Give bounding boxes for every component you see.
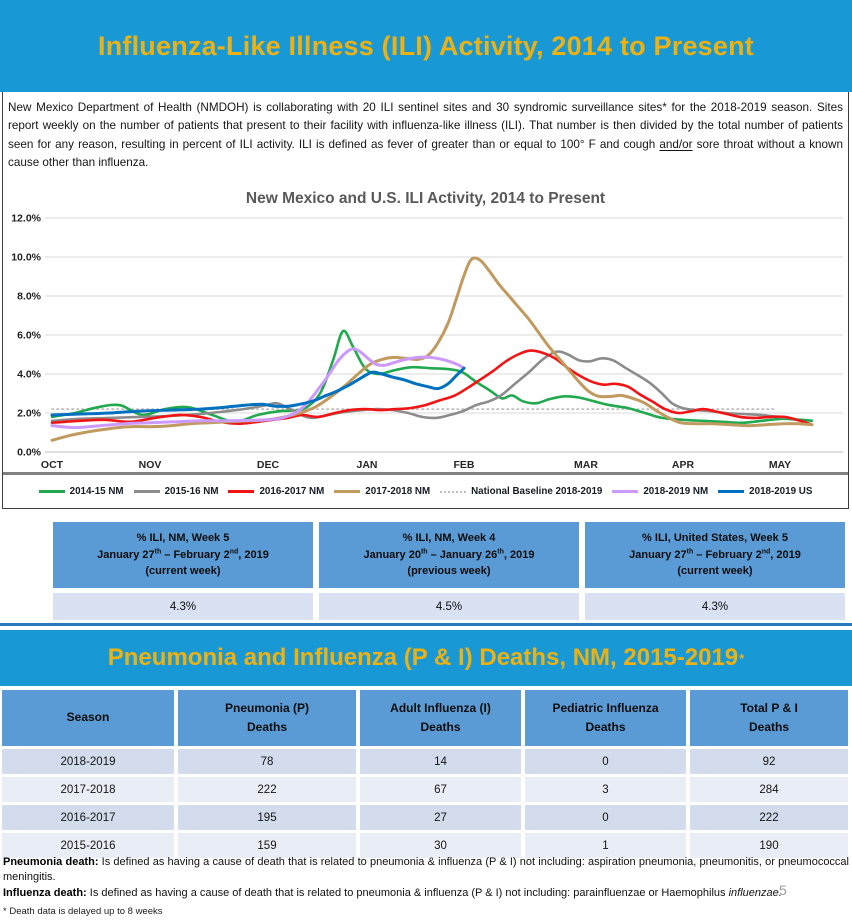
- y-tick-label: 6.0%: [17, 329, 41, 342]
- legend-label: 2014-15 NM: [69, 486, 124, 497]
- deaths-header-cell: Pediatric Influenza Deaths: [525, 690, 686, 746]
- legend-item-national-baseline-2018-2019: [440, 486, 602, 497]
- report-title-banner: [0, 0, 852, 92]
- footnotes: [3, 855, 849, 901]
- x-tick-feb: FEB: [453, 459, 475, 471]
- y-tick-label: 4.0%: [17, 368, 41, 381]
- deaths-cell: 159: [178, 833, 356, 858]
- deaths-cell: 222: [690, 805, 848, 830]
- legend-swatch: [134, 490, 160, 493]
- ili-activity-line-chart: [0, 205, 852, 480]
- legend-swatch: [440, 491, 466, 493]
- deaths-cell: 190: [690, 833, 848, 858]
- y-tick-label: 2.0%: [17, 407, 41, 420]
- deaths-cell: 195: [178, 805, 356, 830]
- legend-swatch: [334, 490, 360, 493]
- deaths-cell: 14: [360, 749, 521, 774]
- intro-paragraph: New Mexico Department of Health (NMDOH) is collaborating with 20 ILI sentinel sites and 30 syndromic surveillance sites* for the 2018-2019 season. Sites report weekly on the number of patients that present to their facility with influenza-like illness (ILI). That number is then divided by the total number of patients seen for any reason, resulting in percent of ILI activity. ILI is defined as fever of greater than or equal to 100° F and cough and/or sore throat without a known cause other than influenza.: [8, 101, 843, 170]
- pi-deaths-table: [2, 690, 850, 861]
- deaths-cell: 2017-2018: [2, 777, 174, 802]
- footnote: Influenza death: Is defined as having a cause of death that is related to pneumonia & influenza (P & I) not including: parainfluenzae or Haemophilus influenzae.: [3, 886, 782, 899]
- stats-value-col2: 4.5%: [319, 593, 579, 620]
- legend-label: 2017-2018 NM: [365, 486, 431, 497]
- deaths-title-asterisk: *: [739, 651, 745, 667]
- deaths-cell: 2016-2017: [2, 805, 174, 830]
- ili-week-stats-table: [53, 522, 845, 620]
- deaths-cell: 2015-2016: [2, 833, 174, 858]
- legend-item-2017-2018-nm: [334, 486, 430, 497]
- deaths-cell: 3: [525, 777, 686, 802]
- deaths-header-cell: Adult Influenza (I) Deaths: [360, 690, 521, 746]
- chart-title: New Mexico and U.S. ILI Activity, 2014 to Present: [245, 190, 606, 207]
- x-tick-jan: JAN: [356, 459, 378, 471]
- legend-swatch: [718, 490, 744, 493]
- x-tick-apr: APR: [671, 459, 695, 471]
- x-tick-may: MAY: [768, 459, 792, 471]
- y-tick-label: 0.0%: [17, 446, 41, 459]
- deaths-row-2016-2017: [2, 805, 850, 830]
- legend-label: National Baseline 2018-2019: [471, 486, 603, 497]
- stats-value-col1: 4.3%: [53, 593, 313, 620]
- deaths-title-banner: [0, 630, 852, 686]
- report-title: Influenza-Like Illness (ILI) Activity, 2014 to Present: [98, 30, 754, 61]
- footnote: Pneumonia death: Is defined as having a cause of death that is related to pneumonia & influenza (P & I) not including: aspiration pneumonia, pneumonitis, or pneumococcal meningitis.: [3, 856, 849, 884]
- ili-section-frame: [2, 92, 849, 509]
- stats-header-col1: % ILI, NM, Week 5 January 27th – February 2nd, 2019 (current week): [53, 522, 313, 588]
- deaths-header-cell: Pneumonia (P) Deaths: [178, 690, 356, 746]
- legend-swatch: [612, 490, 638, 493]
- legend-swatch: [228, 490, 254, 493]
- deaths-cell: 30: [360, 833, 521, 858]
- legend-item-2014-15-nm: [39, 486, 124, 497]
- legend-label: 2015-16 NM: [164, 486, 219, 497]
- deaths-header-row: [2, 690, 850, 746]
- deaths-cell: 1: [525, 833, 686, 858]
- death-data-delay-note: * Death data is delayed up to 8 weeks: [3, 906, 163, 917]
- legend-item-2018-2019-nm: [612, 486, 708, 497]
- y-tick-label: 12.0%: [11, 212, 41, 225]
- deaths-cell: 2018-2019: [2, 749, 174, 774]
- x-tick-mar: MAR: [574, 459, 598, 471]
- x-tick-nov: NOV: [138, 459, 162, 471]
- deaths-header-cell: Season: [2, 690, 174, 746]
- stats-value-col3: 4.3%: [585, 593, 845, 620]
- legend-label: 2016-2017 NM: [259, 486, 325, 497]
- page-number: 5: [779, 882, 787, 898]
- x-tick-dec: DEC: [256, 459, 280, 471]
- deaths-cell: 27: [360, 805, 521, 830]
- deaths-cell: 222: [178, 777, 356, 802]
- deaths-cell: 0: [525, 749, 686, 774]
- stats-header-col3: % ILI, United States, Week 5 January 27th – February 2nd, 2019 (current week): [585, 522, 845, 588]
- deaths-header-cell: Total P & I Deaths: [690, 690, 848, 746]
- deaths-title: Pneumonia and Influenza (P & I) Deaths, NM, 2015-2019*: [107, 644, 745, 671]
- x-tick-oct: OCT: [40, 459, 64, 471]
- deaths-row-2017-2018: [2, 777, 850, 802]
- y-tick-label: 8.0%: [17, 290, 41, 303]
- legend-label: 2018-2019 US: [749, 486, 813, 497]
- y-tick-label: 10.0%: [11, 251, 41, 264]
- legend-label: 2018-2019 NM: [643, 486, 709, 497]
- deaths-cell: 78: [178, 749, 356, 774]
- stats-header-col2: % ILI, NM, Week 4 January 20th – January 26th, 2019 (previous week): [319, 522, 579, 588]
- legend-item-2016-2017-nm: [228, 486, 324, 497]
- deaths-cell: 284: [690, 777, 848, 802]
- horizontal-rule: [0, 623, 852, 626]
- legend-swatch: [39, 490, 65, 493]
- chart-legend: [3, 472, 848, 508]
- legend-item-2015-16-nm: [134, 486, 219, 497]
- deaths-row-2018-2019: [2, 749, 850, 774]
- deaths-cell: 67: [360, 777, 521, 802]
- deaths-cell: 92: [690, 749, 848, 774]
- deaths-cell: 0: [525, 805, 686, 830]
- legend-item-2018-2019-us: [718, 486, 812, 497]
